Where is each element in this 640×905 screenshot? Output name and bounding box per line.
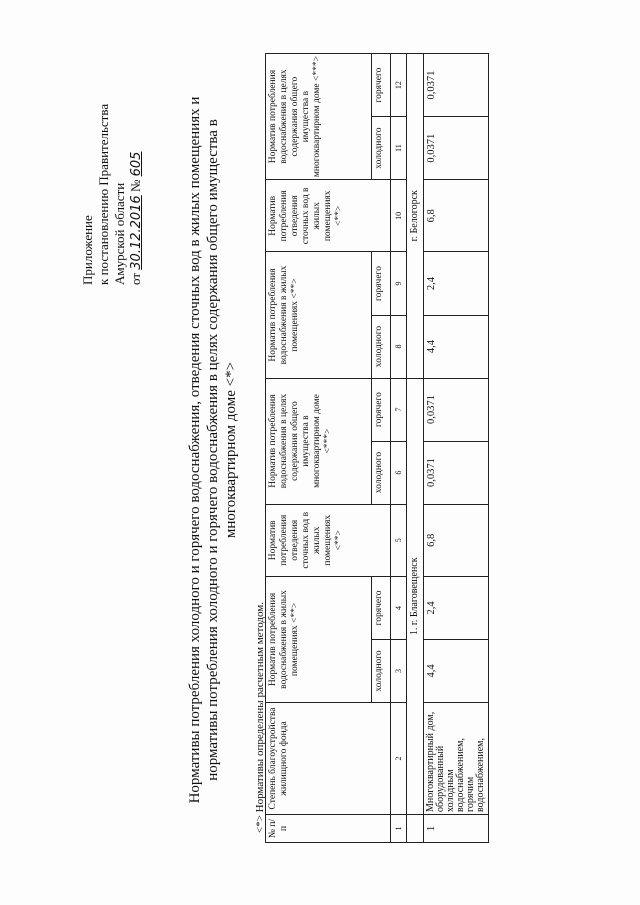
cell-value: 4,4 <box>424 315 489 378</box>
row-number: 1 <box>424 815 489 843</box>
header-num: № п/п <box>266 815 391 843</box>
col-number: 3 <box>391 639 407 702</box>
col-number: 5 <box>391 504 407 576</box>
header-cold: холодного <box>372 117 391 180</box>
title-line2: нормативы потребления холодного и горячего водоснабжения в целях содержания общего имущества в <box>205 119 221 781</box>
header-cold: холодного <box>372 441 391 504</box>
cell-value: 2,4 <box>424 252 489 315</box>
cell-value: 6,8 <box>424 504 489 576</box>
header-degree: Степень благоустройства жилищного фонда <box>266 702 391 814</box>
cell-value: 4,4 <box>424 639 489 702</box>
header-drain-living-1: Норматив потребления отведения сточных вод в жилых помещениях <**> <box>266 504 391 576</box>
header-water-living-2: Норматив потребления водоснабжения в жилых помещениях <**> <box>266 252 372 378</box>
appendix-block <box>80 15 145 285</box>
header-hot: горячего <box>372 378 391 441</box>
appendix-line1: Приложение <box>80 215 95 285</box>
group-city-blagoveshchensk: 1. г. Благовещенск <box>407 378 424 814</box>
group-spacer <box>407 815 424 843</box>
appendix-from: от <box>128 272 143 285</box>
document-title <box>186 55 240 845</box>
group-city-belogorsk: г. Белогорск <box>407 54 424 379</box>
appendix-line4 <box>128 15 145 285</box>
header-water-common-1: Норматив потребления водоснабжения в целях содержания общего имущества в многоквартирном доме <***> <box>266 378 372 504</box>
footnote: <*> Нормативы определены расчетным методом. <box>254 602 266 833</box>
cell-value: 0,0371 <box>424 441 489 504</box>
appendix-number: 605 <box>129 151 144 177</box>
appendix-date: 30.12.2016 <box>129 195 144 270</box>
norms-table <box>265 53 489 843</box>
col-number: 9 <box>391 252 407 315</box>
cell-value: 0,0371 <box>424 117 489 180</box>
appendix-no: № <box>128 179 143 193</box>
title-line1: Нормативы потребления холодного и горячего водоснабжения, отведения сточных вод в жилых помещениях и <box>187 96 203 804</box>
header-drain-living-2: Норматив потребления отведения сточных вод в жилых помещениях <**> <box>266 180 391 252</box>
header-hot: горячего <box>372 576 391 639</box>
col-number: 8 <box>391 315 407 378</box>
col-number: 7 <box>391 378 407 441</box>
header-hot: горячего <box>372 54 391 117</box>
header-water-common-2: Норматив потребления водоснабжения в целях содержания общего имущества в многоквартирном доме <***> <box>266 54 372 180</box>
cell-value: 0,0371 <box>424 54 489 117</box>
appendix-line3: Амурской области <box>112 182 127 285</box>
cell-value: 2,4 <box>424 576 489 639</box>
title-line3: многоквартирном доме <*> <box>223 361 239 539</box>
row-degree: Многоквартирный дом, оборудованный холодным водоснабжением, горячим водоснабжением, <box>424 702 489 814</box>
cell-value: 0,0371 <box>424 378 489 441</box>
col-number: 10 <box>391 180 407 252</box>
header-cold: холодного <box>372 315 391 378</box>
header-water-living-1: Норматив потребления водоснабжения в жилых помещениях <**> <box>266 576 372 702</box>
col-number: 2 <box>391 702 407 814</box>
col-number: 11 <box>391 117 407 180</box>
col-number: 4 <box>391 576 407 639</box>
header-hot: горячего <box>372 252 391 315</box>
col-number: 6 <box>391 441 407 504</box>
col-number: 12 <box>391 54 407 117</box>
cell-value: 6,8 <box>424 180 489 252</box>
header-cold: холодного <box>372 639 391 702</box>
col-number: 1 <box>391 815 407 843</box>
appendix-line2: к постановлению Правительства <box>96 103 111 285</box>
